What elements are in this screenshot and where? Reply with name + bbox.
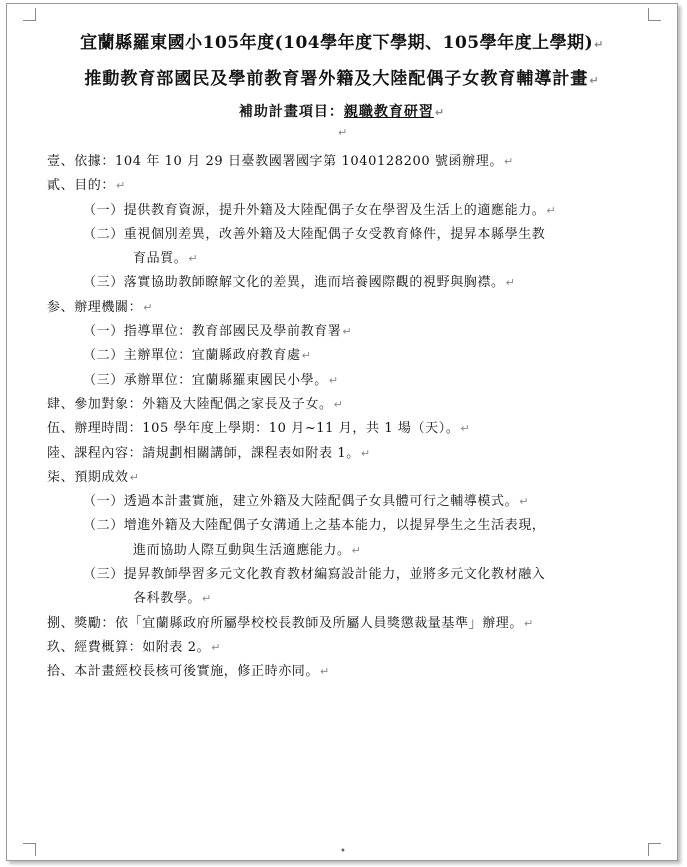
agency-item-3: （三）承辦單位：宜蘭縣羅東國民小學。↵ <box>83 372 339 388</box>
section-approval: 拾、本計畫經校長核可後實施，修正時亦同。↵ <box>47 664 330 680</box>
margin-marker-top-right <box>648 8 661 21</box>
title-line-2: 推動教育部國民及學前教育署外籍及大陸配偶子女教育輔導計畫↵ <box>84 69 600 89</box>
outcome-item-3-cont: 各科教學。↵ <box>133 591 212 607</box>
section-schedule: 伍、辦理時間：105 學年度上學期：10 月~11 月，共 1 場（天）。↵ <box>47 421 471 437</box>
document-body <box>47 150 657 685</box>
section-outcomes: 柒、預期成效↵ <box>47 469 140 485</box>
outcome-item-2-cont: 進而協助人際互動與生活適應能力。↵ <box>133 542 362 558</box>
section-purpose: 貳、目的：↵ <box>47 178 126 194</box>
page-bottom-mark: • <box>340 846 346 857</box>
empty-paragraph-mark: ↵ <box>338 126 348 139</box>
section-participants: 肆、參加對象：外籍及大陸配偶之家長及子女。↵ <box>47 396 344 412</box>
section-course: 陸、課程內容：請規劃相關講師，課程表如附表 1。↵ <box>47 445 371 461</box>
subtitle: 補助計畫項目：親職教育研習↵ <box>238 104 446 120</box>
agency-item-1: （一）指導單位：教育部國民及學前教育署↵ <box>83 324 353 340</box>
purpose-item-3: （三）落實協助教師瞭解文化的差異，進而培養國際觀的視野與胸襟。↵ <box>83 275 516 291</box>
section-agencies: 参、辦理機關：↵ <box>47 299 154 315</box>
margin-marker-top-left <box>23 8 36 21</box>
purpose-item-2: （二）重視個別差異，改善外籍及大陸配偶子女受教育條件，提昇本縣學生教 <box>83 226 546 242</box>
section-budget: 玖、經費概算：如附表 2。↵ <box>47 639 222 655</box>
margin-marker-bottom-right <box>648 843 661 856</box>
purpose-item-2-cont: 育品質。↵ <box>133 251 199 267</box>
outcome-item-3: （三）提昇教師學習多元文化教育教材編寫設計能力，並將多元文化教材融入 <box>83 567 546 583</box>
agency-item-2: （二）主辦單位：宜蘭縣政府教育處↵ <box>83 348 312 364</box>
outcome-item-1: （一）透過本計畫實施，建立外籍及大陸配偶子女具體可行之輔導模式。↵ <box>83 494 530 510</box>
title-line-1: 宜蘭縣羅東國小105年度(104學年度下學期、105學年度上學期)↵ <box>80 33 604 53</box>
section-rewards: 捌、獎勵：依「宜蘭縣政府所屬學校校長教師及所屬人員獎懲裁量基準」辦理。↵ <box>47 615 534 631</box>
margin-marker-bottom-left <box>23 843 36 856</box>
subtitle-item: 親職教育研習 <box>343 104 434 120</box>
document-page <box>6 3 678 861</box>
outcome-item-2: （二）增進外籍及大陸配偶子女溝通上之基本能力，以提昇學生之生活表現， <box>83 518 546 534</box>
purpose-item-1: （一）提供教育資源，提升外籍及大陸配偶子女在學習及生活上的適應能力。↵ <box>83 202 557 218</box>
section-basis: 壹、依據：104 年 10 月 29 日臺教國署國字第 1040128200 號函辦理。↵ <box>47 154 514 169</box>
